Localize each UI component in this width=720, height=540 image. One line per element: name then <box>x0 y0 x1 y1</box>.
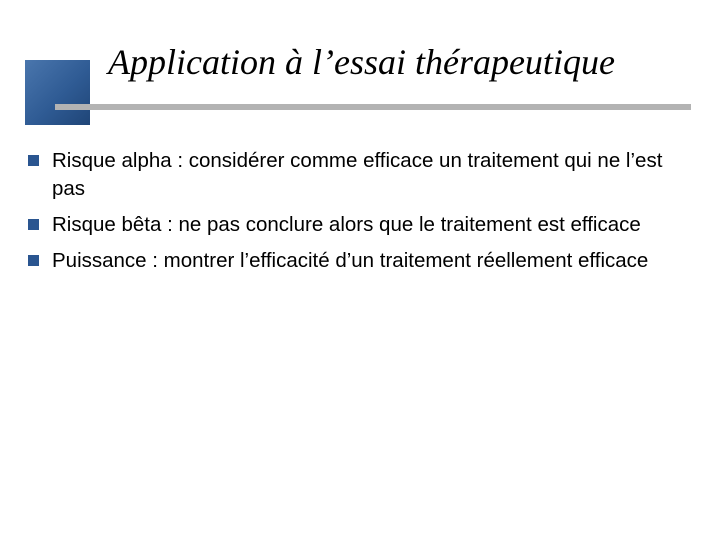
bullet-item <box>28 147 698 203</box>
square-bullet-icon <box>28 255 39 266</box>
accent-square <box>25 60 90 125</box>
bullet-text: Risque bêta : ne pas conclure alors que le traitement est efficace <box>52 213 641 236</box>
bullet-item <box>28 247 698 275</box>
square-bullet-icon <box>28 155 39 166</box>
bullet-list <box>28 147 698 283</box>
title-rule <box>55 104 691 110</box>
slide-title: Application à l’essai thérapeutique <box>108 42 615 82</box>
bullet-item <box>28 211 698 239</box>
bullet-text: Puissance : montrer l’efficacité d’un traitement réellement efficace <box>52 249 649 272</box>
square-bullet-icon <box>28 219 39 230</box>
bullet-text: Risque alpha : considérer comme efficace un traitement qui ne l’est pas <box>52 149 663 200</box>
